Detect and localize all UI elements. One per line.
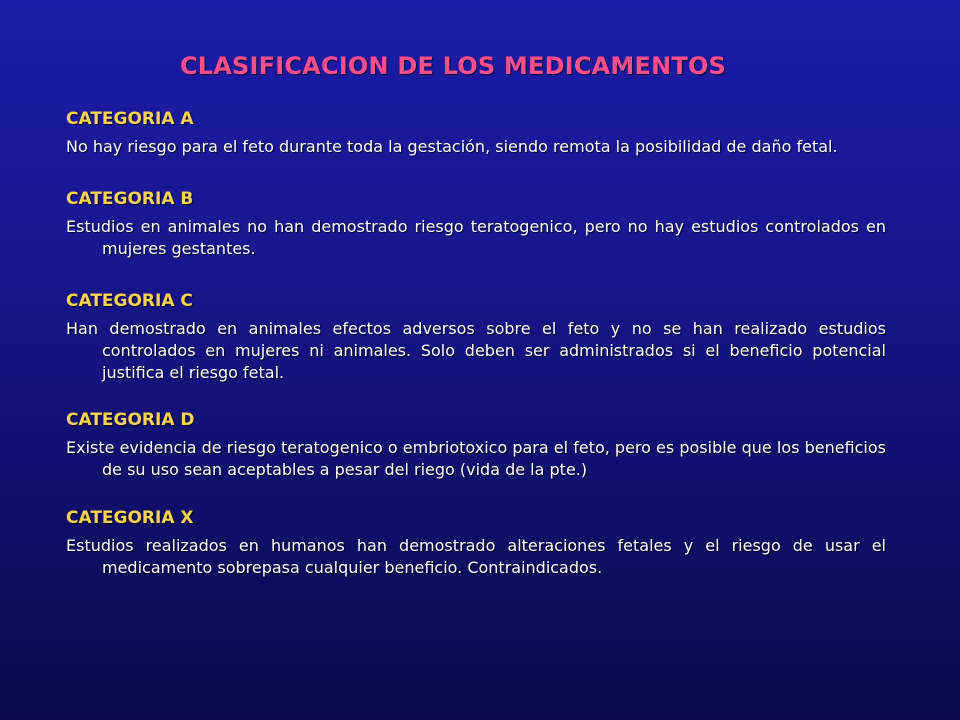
category-b <box>66 188 886 260</box>
category-x-description: Estudios realizados en humanos han demostrado alteraciones fetales y el riesgo de usar el medicamento sobrepasa cualquier beneficio. Contraindicados. <box>66 536 886 577</box>
category-d <box>66 409 886 481</box>
category-x <box>66 507 886 579</box>
category-b-description: Estudios en animales no han demostrado riesgo teratogenico, pero no hay estudios controlados en mujeres gestantes. <box>66 217 886 258</box>
category-x-heading: CATEGORIA X <box>66 508 194 528</box>
slide-title: CLASIFICACION DE LOS MEDICAMENTOS <box>179 52 727 80</box>
category-list <box>66 108 886 579</box>
category-b-heading: CATEGORIA B <box>66 189 194 209</box>
category-d-description: Existe evidencia de riesgo teratogenico o embriotoxico para el feto, pero es posible que los beneficios de su uso sean aceptables a pesar del riego (vida de la pte.) <box>66 438 886 479</box>
category-a-heading: CATEGORIA A <box>66 109 194 129</box>
category-c-heading: CATEGORIA C <box>66 291 193 311</box>
category-c <box>66 290 886 384</box>
category-c-description: Han demostrado en animales efectos adversos sobre el feto y no se han realizado estudios controlados en mujeres ni animales. Solo deben ser administrados si el beneficio potencial justifica el riesgo fetal. <box>66 319 886 382</box>
category-a-description: No hay riesgo para el feto durante toda la gestación, siendo remota la posibilidad de daño fetal. <box>66 137 838 156</box>
category-d-heading: CATEGORIA D <box>66 410 195 430</box>
category-a <box>66 108 886 158</box>
